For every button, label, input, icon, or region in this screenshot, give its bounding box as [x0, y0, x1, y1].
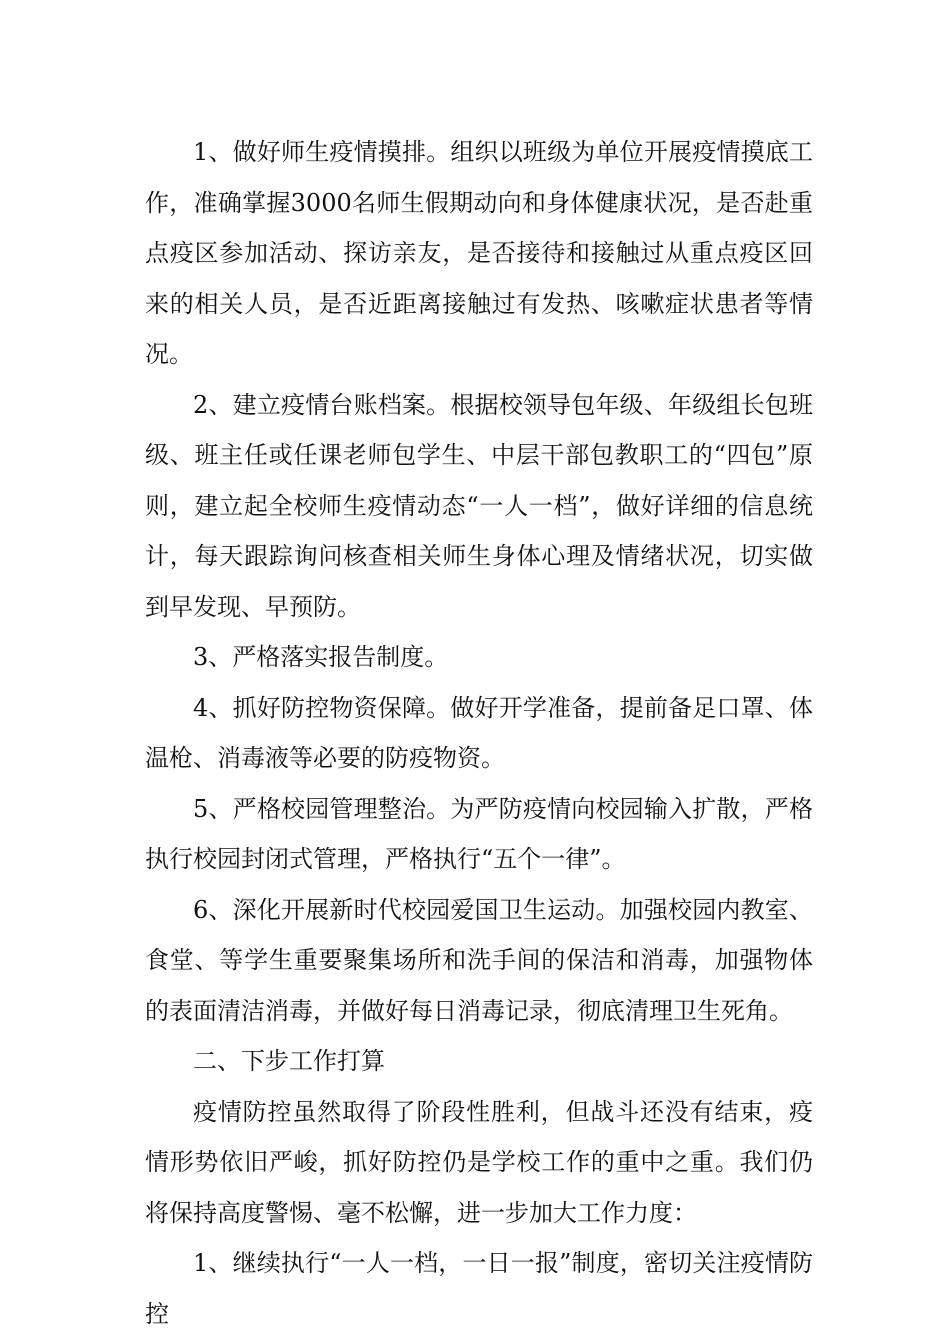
- paragraph-7: 疫情防控虽然取得了阶段性胜利，但战斗还没有结束，疫情形势依旧严峻，抓好防控仍是学校工作的重中之重。我们仍将保持高度警惕、毫不松懈，进一步加大工作力度：: [145, 1097, 813, 1227]
- paragraph-5: 5、严格校园管理整治。为严防疫情向校园输入扩散，严格执行校园封闭式管理，严格执行“五个一律”。: [145, 794, 813, 873]
- paragraph-6: 6、深化开展新时代校园爱国卫生运动。加强校园内教室、食堂、等学生重要聚集场所和洗手间的保洁和消毒，加强物体的表面清洁消毒，并做好每日消毒记录，彻底清理卫生死角。: [145, 895, 813, 1025]
- paragraph-4: 4、抓好防控物资保障。做好开学准备，提前备足口罩、体温枪、消毒液等必要的防疫物资。: [145, 693, 813, 772]
- paragraph-1: 1、做好师生疫情摸排。组织以班级为单位开展疫情摸底工作，准确掌握3000名师生假期动向和身体健康状况，是否赴重点疫区参加活动、探访亲友，是否接待和接触过从重点疫区回来的相关人员，是否近距离接触过有发热、咳嗽症状患者等情况。: [145, 138, 813, 368]
- paragraph-2: 2、建立疫情台账档案。根据校领导包年级、年级组长包班级、班主任或任课老师包学生、中层干部包教职工的“四包”原则，建立起全校师生疫情动态“一人一档”，做好详细的信息统计，每天跟踪询问核查相关师生身体心理及情绪状况，切实做到早发现、早预防。: [145, 390, 813, 621]
- paragraph-8: 1、继续执行“一人一档，一日一报”制度，密切关注疫情防控: [145, 1249, 813, 1328]
- document-body: [145, 127, 813, 1339]
- section-heading: 二、下步工作打算: [193, 1047, 385, 1075]
- paragraph-3: 3、严格落实报告制度。: [193, 643, 449, 671]
